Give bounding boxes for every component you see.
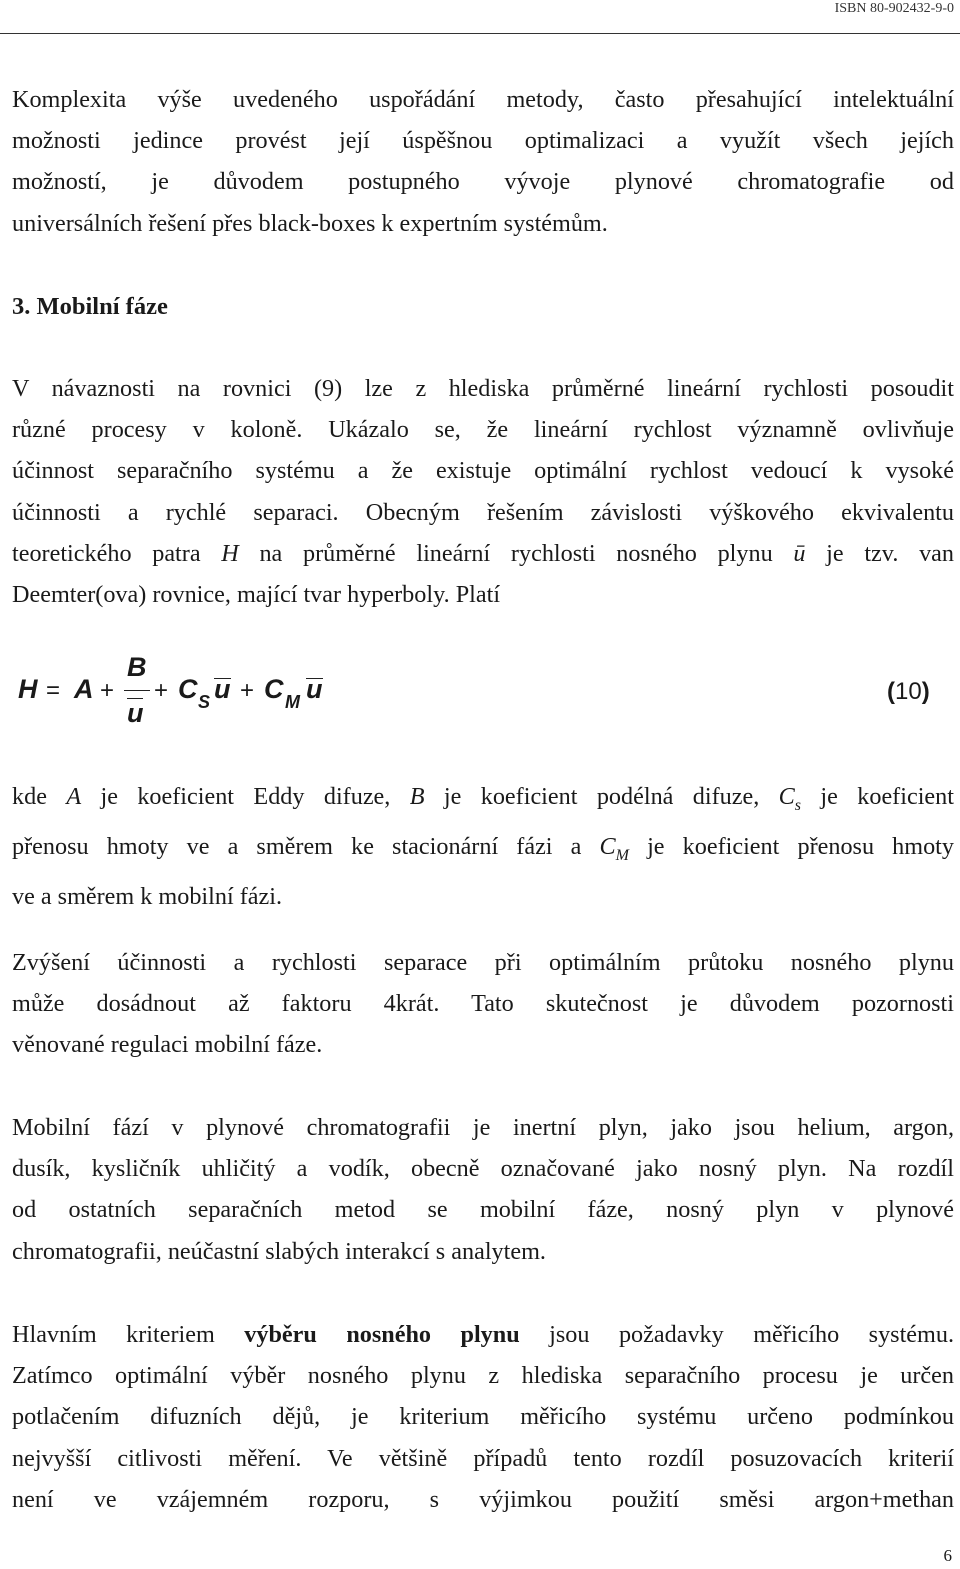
text-line: dusík, kysličník uhličitý a vodík, obecně označované jako nosný plyn. Na rozdíl xyxy=(12,1155,954,1183)
symbol-H: H xyxy=(221,539,239,567)
eq-sub-s: S xyxy=(198,692,211,712)
symbol-B: B xyxy=(409,783,425,810)
text-line xyxy=(12,533,954,574)
text-run: je koeficient přenosu hmoty xyxy=(628,833,954,861)
text-run: Hlavním kriteriem xyxy=(12,1321,245,1348)
eq-u: u xyxy=(306,674,323,704)
text-line: různé procesy v koloně. Ukázalo se, že lineární rychlost významně ovlivňuje xyxy=(12,416,954,444)
eq-plus: + xyxy=(154,677,169,704)
text-run: je koeficient Eddy difuze, xyxy=(81,783,410,810)
text-run: přenosu hmoty ve a směrem ke stacionární fázi a xyxy=(12,833,600,861)
text-line: Deemter(ova) rovnice, mající tvar hyperboly. Platí xyxy=(12,581,501,609)
text-run: je koeficient podélná difuze, xyxy=(424,783,779,810)
paragraph-coefficients xyxy=(12,776,954,918)
eq-plus: + xyxy=(100,677,115,704)
text-line: ve a směrem k mobilní fázi. xyxy=(12,883,283,911)
symbol-u-bar: ū xyxy=(793,539,806,567)
text-line: V návaznosti na rovnici (9) lze z hlediska průměrné lineární rychlosti posoudit xyxy=(12,375,954,402)
subscript-s: s xyxy=(794,797,802,814)
bold-term: výběru nosného plynu xyxy=(244,1321,520,1348)
eq-A: A xyxy=(74,674,94,704)
text-line xyxy=(12,826,954,876)
eq-C-s: C xyxy=(178,674,198,704)
van-deemter-equation xyxy=(0,652,960,732)
text-line: Komplexita výše uvedeného uspořádání metody, často přesahující intelektuální xyxy=(12,86,954,113)
paragraph-selection xyxy=(12,1314,954,1520)
eq-u: u xyxy=(214,674,231,704)
text-line xyxy=(12,1314,954,1355)
paragraph-carrier-gas xyxy=(12,1107,954,1272)
paragraph-van-deemter xyxy=(12,368,954,615)
symbol-C: C xyxy=(599,833,616,861)
text-line: Mobilní fází v plynové chromatografii je inertní plyn, jako jsou helium, argon, xyxy=(12,1114,954,1141)
text-run: je koeficient xyxy=(801,783,954,810)
overbar xyxy=(127,698,143,699)
equation-number: (10) xyxy=(887,678,930,705)
text-run: teoretického patra xyxy=(12,539,222,567)
text-line: může dosádnout až faktoru 4krát. Tato skutečnost je důvodem pozornosti xyxy=(12,990,954,1018)
eq-equals: = xyxy=(46,677,61,704)
text-run: na průměrné lineární rychlosti nosného plynu xyxy=(238,539,794,567)
page-header xyxy=(0,0,960,34)
text-line: účinnost separačního systému a že existuje optimální rychlost vedoucí k vysoké xyxy=(12,457,954,485)
overbar xyxy=(214,678,231,679)
symbol-C: C xyxy=(778,783,795,810)
symbol-A: A xyxy=(66,783,82,810)
text-line: universálních řešení přes black-boxes k expertním systémům. xyxy=(12,209,608,237)
eq-H: H xyxy=(18,674,38,704)
eq-B-numerator: B xyxy=(127,652,147,682)
text-line: od ostatních separačních metod se mobilní fáze, nosný plyn v plynové xyxy=(12,1196,954,1224)
eq-plus: + xyxy=(240,677,255,704)
page-number: 6 xyxy=(943,1546,952,1565)
text-line: není ve vzájemném rozporu, s výjimkou použití směsi argon+methan xyxy=(12,1485,954,1513)
paragraph-intro xyxy=(12,79,954,244)
text-run: je tzv. van xyxy=(805,539,954,567)
text-line: chromatografii, neúčastní slabých interakcí s analytem. xyxy=(12,1237,546,1265)
section-title: 3. Mobilní fáze xyxy=(12,293,168,320)
overbar xyxy=(306,678,323,679)
fraction-bar xyxy=(124,690,150,691)
text-line: nejvyšší citlivosti měření. Ve většině případů tento rozdíl posuzovacích kriterií xyxy=(12,1444,954,1472)
text-line: možností, je důvodem postupného vývoje plynové chromatografie od xyxy=(12,168,954,196)
text-run: kde xyxy=(12,783,67,810)
section-heading xyxy=(12,287,168,327)
text-line: potlačením difuzních dějů, je kriterium měřicího systému určeno podmínkou xyxy=(12,1403,954,1431)
isbn-label: ISBN 80-902432-9-0 xyxy=(834,1,954,16)
text-line xyxy=(12,776,954,826)
text-line: věnované regulaci mobilní fáze. xyxy=(12,1031,323,1059)
header-rule xyxy=(0,33,960,34)
eq-C-M: C xyxy=(264,674,284,704)
text-line: Zatímco optimální výběr nosného plynu z hlediska separačního procesu je určen xyxy=(12,1362,954,1390)
eq-sub-M: M xyxy=(285,692,300,712)
text-run: jsou požadavky měřicího systému. xyxy=(519,1321,954,1348)
eq-u-denominator: u xyxy=(127,698,144,728)
paragraph-efficiency xyxy=(12,942,954,1066)
text-line: možnosti jedince provést její úspěšnou optimalizaci a využít všech jejích xyxy=(12,127,954,155)
text-line: účinnosti a rychlé separaci. Obecným řešením závislosti výškového ekvivalentu xyxy=(12,498,954,526)
subscript-M: M xyxy=(615,847,629,865)
text-line: Zvýšení účinnosti a rychlosti separace při optimálním průtoku nosného plynu xyxy=(12,949,954,976)
